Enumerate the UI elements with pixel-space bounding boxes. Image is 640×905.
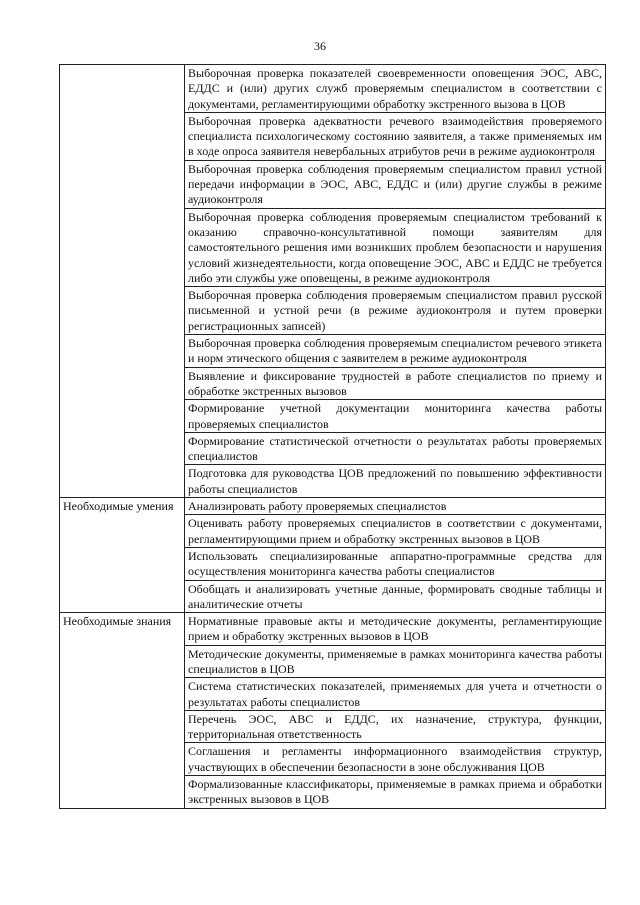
section-label-knowledge: Необходимые знания (60, 613, 185, 809)
table-cell: Выборочная проверка адекватности речевого взаимодействия проверяемого специалиста психологическому состоянию заявителя, а также применяемых им в ходе опроса заявителя невербальных атрибутов речи в режиме аудиоконтроля (185, 112, 606, 160)
table-cell: Выборочная проверка соблюдения проверяемым специалистом правил русской письменной и устной речи (в режиме аудиоконтроля и путем проверки регистрационных записей) (185, 287, 606, 335)
table-cell: Формирование статистической отчетности о результатах работы проверяемых специалистов (185, 432, 606, 465)
table-cell: Формирование учетной документации мониторинга качества работы проверяемых специалистов (185, 400, 606, 433)
table-cell: Выявление и фиксирование трудностей в работе специалистов по приему и обработке экстренных вызовов (185, 367, 606, 400)
table-cell: Выборочная проверка соблюдения проверяемым специалистом речевого этикета и норм этического общения с заявителем в режиме аудиоконтроля (185, 335, 606, 368)
section-label (60, 65, 185, 498)
table-row (60, 498, 606, 515)
table-cell: Оценивать работу проверяемых специалистов в соответствии с документами, регламентирующими прием и обработку экстренных вызовов в ЦОВ (185, 515, 606, 548)
section-label-skills: Необходимые умения (60, 498, 185, 613)
table-cell: Использовать специализированные аппаратно-программные средства для осуществления мониторинга качества работы специалистов (185, 547, 606, 580)
table-cell: Формализованные классификаторы, применяемые в рамках приема и обработки экстренных вызовов в ЦОВ (185, 776, 606, 809)
table-cell: Обобщать и анализировать учетные данные, формировать сводные таблицы и аналитические отчеты (185, 580, 606, 613)
table-row (60, 65, 606, 113)
table-cell: Выборочная проверка показателей своевременности оповещения ЭОС, АВС, ЕДДС и (или) других служб проверяемым специалистом в соответствии с документами, регламентирующими обработку экстренного вызова в ЦОВ (185, 65, 606, 113)
page-number: 36 (314, 39, 326, 53)
table-cell: Выборочная проверка соблюдения проверяемым специалистом правил устной передачи информации в ЭОС, АВС, ЕДДС и (или) другие службы в режиме аудиоконтроля (185, 160, 606, 208)
table-cell: Анализировать работу проверяемых специалистов (185, 498, 606, 515)
table-cell: Перечень ЭОС, АВС и ЕДДС, их назначение, структура, функции, территориальная ответственность (185, 710, 606, 743)
table-cell: Нормативные правовые акты и методические документы, регламентирующие прием и обработку экстренных вызовов в ЦОВ (185, 613, 606, 646)
table-cell: Подготовка для руководства ЦОВ предложений по повышению эффективности работы специалистов (185, 465, 606, 498)
table-cell: Методические документы, применяемые в рамках мониторинга качества работы специалистов в ЦОВ (185, 645, 606, 678)
table-cell: Соглашения и регламенты информационного взаимодействия структур, участвующих в обеспечении безопасности в зоне обслуживания ЦОВ (185, 743, 606, 776)
requirements-table (59, 64, 606, 809)
table-row (60, 613, 606, 646)
table-cell: Выборочная проверка соблюдения проверяемым специалистом требований к оказанию справочно-консультативной помощи заявителям для самостоятельного решения ими возникших проблем безопасности и нарушения условий жизнедеятельности, когда оповещение ЭОС, АВС и ЕДДС не требуется либо эти службы уже оповещены, в режиме аудиоконтроля (185, 208, 606, 286)
table-cell: Система статистических показателей, применяемых для учета и отчетности о результатах работы специалистов (185, 678, 606, 711)
